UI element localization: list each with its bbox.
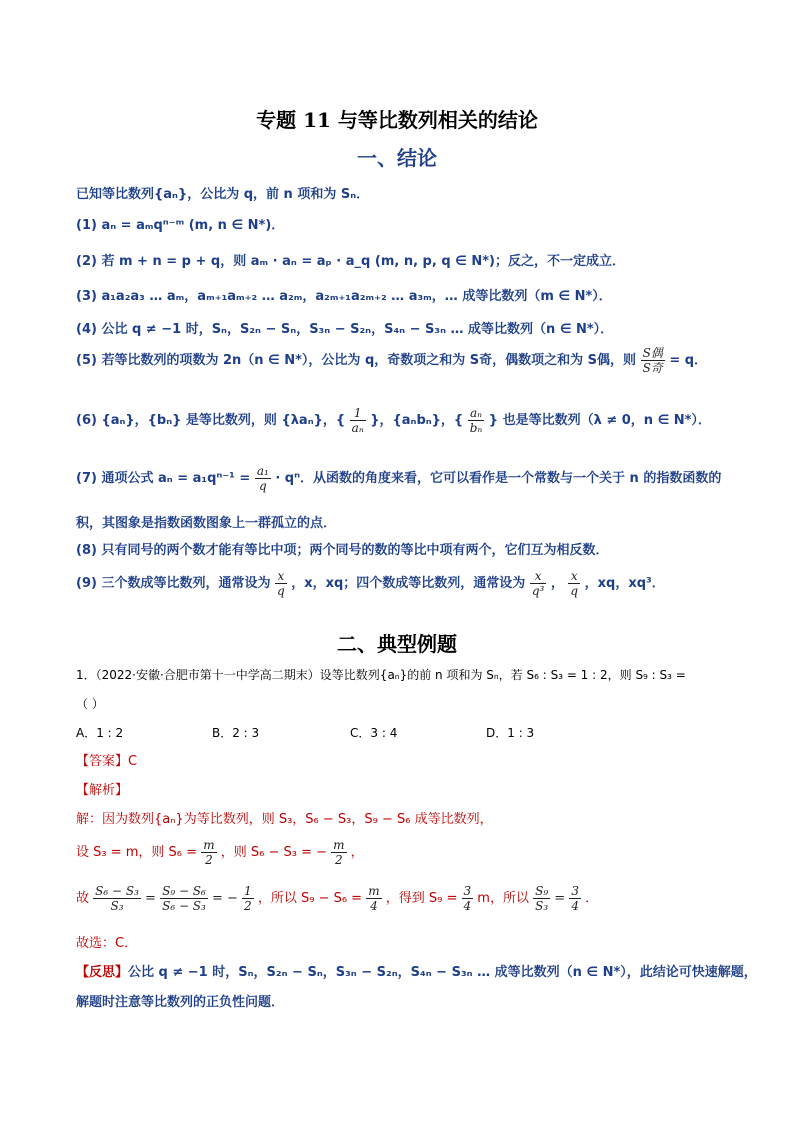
- fraction-denominator: aₙ: [351, 421, 364, 435]
- solution-fraction: [366, 884, 381, 913]
- solution-fraction: [462, 884, 474, 913]
- fraction-denominator: 2: [205, 853, 213, 867]
- equals-sign: =: [554, 891, 566, 906]
- fraction-denominator: q: [277, 584, 285, 598]
- option-text: 1 : 2: [96, 726, 124, 740]
- solution-fraction: [93, 884, 141, 913]
- solution-fraction: [331, 838, 346, 867]
- fraction-denominator: 4: [370, 899, 378, 913]
- conclusion-9-end: ，xq，xq³．: [584, 576, 665, 591]
- solution-text: ，所以 S₉ − S₆ =: [257, 891, 363, 906]
- conclusion-7-fraction: [255, 464, 271, 493]
- solution-fraction: [242, 884, 254, 913]
- solution-text: m，所以: [477, 891, 529, 906]
- fraction-numerator: 3: [571, 884, 579, 898]
- solution-fraction: [533, 884, 550, 913]
- conclusion-6-mid: }，{aₙbₙ}，{: [370, 413, 464, 428]
- option-text: 2 : 3: [232, 726, 260, 740]
- conclusion-7: [76, 464, 736, 493]
- equals-sign: = −: [211, 891, 238, 906]
- conclusion-5-end: = q．: [669, 353, 708, 368]
- answer-label: 【答案】C: [76, 754, 138, 769]
- conclusion-6: [76, 406, 736, 435]
- fraction-denominator: q: [570, 584, 579, 598]
- conclusion-1: (1) aₙ = aₘqⁿ⁻ᵐ (m, n ∈ N*)．: [76, 218, 285, 233]
- conclusion-7-text: (7) 通项公式 aₙ = a₁qⁿ⁻¹ =: [76, 471, 251, 486]
- conclusion-8: (8) 只有同号的两个数才能有等比中项；两个同号的数的等比中项有两个，它们互为相反数．: [76, 543, 609, 558]
- solution-text: ，得到 S₉ =: [385, 891, 458, 906]
- conclusion-3: (3) a₁a₂a₃ … aₘ，aₘ₊₁aₘ₊₂ … a₂ₘ，a₂ₘ₊₁a₂ₘ₊₂ … a₃ₘ，… 成等比数列（m ∈ N*）．: [76, 289, 612, 304]
- fraction-numerator: 3: [463, 884, 472, 898]
- fraction-denominator: 2: [244, 899, 252, 913]
- option-a: [76, 724, 123, 741]
- reflection-line-2: 解题时注意等比数列的正负性问题．: [76, 995, 285, 1010]
- fraction-numerator: S₆ − S₃: [95, 884, 139, 898]
- solution-text: ．: [585, 891, 599, 906]
- option-text: 3 : 4: [370, 726, 398, 740]
- fraction-numerator: m: [203, 838, 215, 852]
- solution-text: 设 S₃ = m，则 S₆ =: [76, 845, 198, 860]
- fraction-numerator: S₉ − S₆: [162, 884, 206, 898]
- conclusion-6-end: } 也是等比数列（λ ≠ 0，n ∈ N*）．: [488, 413, 711, 428]
- page-title: 专题 11 与等比数列相关的结论: [256, 108, 538, 132]
- reflection: [76, 961, 757, 980]
- option-key: A．: [76, 726, 97, 740]
- conclusion-5-fraction: [641, 346, 665, 375]
- solution-fraction: [569, 884, 581, 913]
- fraction-denominator: bₙ: [469, 421, 483, 435]
- fraction-numerator: aₙ: [468, 406, 485, 421]
- conclusion-2: (2) 若 m + n = p + q，则 aₘ · aₙ = aₚ · a_q (m, n, p, q ∈ N*)；反之，不一定成立．: [76, 254, 625, 269]
- fraction-numerator: 1: [244, 884, 252, 898]
- conclusion-9-fraction-2: [530, 569, 547, 598]
- solution-text: ，则 S₆ − S₃ = −: [220, 845, 327, 860]
- fraction-denominator: 2: [335, 853, 343, 867]
- conclusion-4: (4) 公比 q ≠ −1 时，Sₙ，S₂ₙ − Sₙ，S₃ₙ − S₂ₙ，S₄ₙ − S₃ₙ … 成等比数列（n ∈ N*）．: [76, 322, 614, 337]
- section-heading-conclusions: 一、结论: [357, 146, 437, 170]
- option-c: [350, 724, 397, 741]
- fraction-denominator: q³: [531, 584, 545, 598]
- analysis-label: 【解析】: [76, 783, 129, 798]
- fraction-numerator: m: [333, 838, 345, 852]
- solution-line-4: 故选：C．: [76, 936, 138, 951]
- conclusion-9-sep: ，: [550, 576, 564, 591]
- fraction-numerator: x: [568, 569, 580, 584]
- fraction-numerator: S₉: [535, 884, 549, 898]
- conclusion-9: [76, 569, 736, 598]
- example-question: 1．（2022·安徽·合肥市第十一中学高二期末）设等比数列{aₙ}的前 n 项和为 Sₙ，若 S₆ : S₃ = 1 : 2，则 S₉ : S₃ =: [76, 668, 686, 682]
- option-key: B．: [212, 726, 233, 740]
- fraction-numerator: a₁: [256, 464, 269, 478]
- fraction-denominator: 4: [571, 899, 579, 913]
- conclusion-5-text: (5) 若等比数列的项数为 2n（n ∈ N*），公比为 q，奇数项之和为 S奇，偶数项之和为 S偶，则: [76, 353, 637, 368]
- conclusion-9-mid: ，x，xq；四个数成等比数列，通常设为: [291, 576, 526, 591]
- option-b: [212, 724, 259, 741]
- conclusion-5: [76, 346, 736, 375]
- conclusion-9-fraction-1: [275, 569, 287, 598]
- equals-sign: =: [145, 891, 156, 906]
- conclusion-6-fraction-2: [468, 406, 485, 435]
- solution-text: ，: [350, 845, 364, 860]
- solution-line-2: [76, 838, 364, 867]
- solution-text: 故: [76, 891, 90, 906]
- solution-line-3: [76, 884, 598, 913]
- fraction-denominator: S₃: [110, 899, 124, 913]
- conclusion-9-fraction-3: [568, 569, 580, 598]
- conclusion-9-text: (9) 三个数成等比数列，通常设为: [76, 576, 271, 591]
- conclusion-intro: 已知等比数列{aₙ}，公比为 q，前 n 项和为 Sₙ．: [76, 187, 370, 202]
- option-key: D．: [486, 726, 508, 740]
- solution-fraction: [160, 884, 208, 913]
- conclusion-6-text: (6) {aₙ}，{bₙ} 是等比数列，则 {λaₙ}，{: [76, 413, 346, 428]
- fraction-numerator: x: [530, 569, 547, 584]
- conclusion-7-line-2: 积，其图象是指数函数图象上一群孤立的点．: [76, 516, 337, 531]
- example-answer-blank: （ ）: [76, 697, 104, 711]
- fraction-numerator: S偶: [642, 346, 663, 360]
- conclusion-6-fraction-1: [350, 406, 366, 435]
- fraction-numerator: x: [275, 569, 287, 584]
- option-key: C．: [350, 726, 371, 740]
- reflection-text: 公比 q ≠ −1 时，Sₙ，S₂ₙ − Sₙ，S₃ₙ − S₂ₙ，S₄ₙ − S₃ₙ … 成等比数列（n ∈ N*），此结论可快速解题，: [128, 965, 757, 980]
- fraction-denominator: q: [258, 479, 267, 493]
- solution-fraction: [201, 838, 216, 867]
- fraction-denominator: S₆ − S₃: [162, 899, 206, 913]
- section-heading-examples: 二、典型例题: [337, 632, 457, 656]
- conclusion-7-end: · qⁿ．从函数的角度来看，它可以看作是一个常数与一个关于 n 的指数函数的: [275, 471, 722, 486]
- fraction-numerator: 1: [350, 406, 366, 421]
- fraction-numerator: m: [368, 884, 380, 898]
- fraction-denominator: 4: [463, 899, 472, 913]
- fraction-denominator: S₃: [535, 899, 549, 913]
- option-d: [486, 724, 534, 741]
- fraction-denominator: S奇: [642, 361, 663, 375]
- solution-line-1: 解：因为数列{aₙ}为等比数列，则 S₃，S₆ − S₃，S₉ − S₆ 成等比数列，: [76, 812, 493, 827]
- option-text: 1 : 3: [507, 726, 535, 740]
- reflection-label: 【反思】: [76, 965, 129, 980]
